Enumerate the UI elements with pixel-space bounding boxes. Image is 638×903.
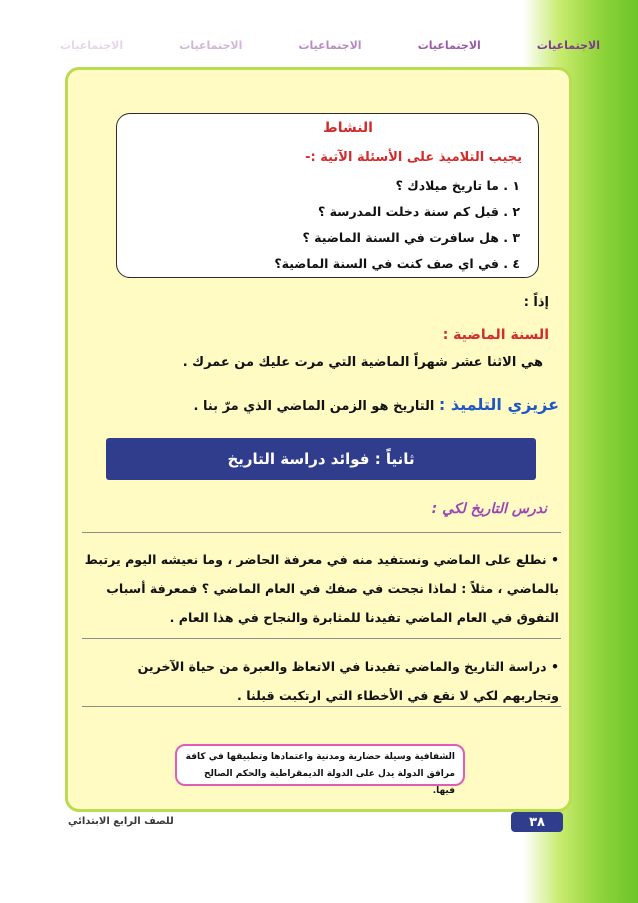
header-subject-label: الاجتماعيات	[536, 38, 600, 52]
term-definition: هي الاثنا عشر شهراً الماضية التي مرت عليك من عمرك .	[182, 355, 543, 370]
paragraph-past-benefit: • نطلع على الماضي ونستفيد منه في معرفة الحاضر ، وما نعيشه اليوم يرتبط بالماضي ، مثلاً : لماذا نجحت في صفك في العام الماضي ؟ فمعرفة أسباب التفوق في العام الماضي تفيدنا للمثابرة والنجاح في هذا العام .	[84, 552, 559, 625]
transparency-note: الشفافية وسيلة حضارية ومدنية واعتمادها وتطبيقها في كافة مرافق الدولة يدل على الدولة الديمقراطية والحكم الصالح فيها.	[175, 744, 465, 786]
student-text: التاريخ هو الزمن الماضي الذي مرّ بنا .	[193, 399, 435, 414]
study-purpose-label: ندرس التاريخ لكي :	[431, 501, 547, 517]
activity-question: ٢ . قبل كم سنة دخلت المدرسة ؟	[317, 204, 520, 219]
activity-title: النشاط	[323, 120, 373, 136]
activity-intro: يجيب التلاميذ على الأسئلة الآتية :-	[305, 150, 522, 165]
activity-question: ٤ . في اي صف كنت في السنة الماضية؟	[274, 256, 520, 271]
section-banner	[106, 438, 536, 480]
header-subject-label: الاجتماعيات	[179, 38, 243, 52]
student-note	[194, 395, 559, 414]
content-panel	[65, 67, 572, 812]
header-subject-label: الاجتماعيات	[60, 38, 124, 52]
divider	[82, 638, 561, 639]
header-subject-label: الاجتماعيات	[298, 38, 362, 52]
footer-grade-label: للصف الرابع الابتدائي	[68, 816, 174, 827]
term-last-year: السنة الماضية :	[442, 327, 549, 343]
header-repeated-subject	[60, 34, 600, 56]
divider	[82, 532, 561, 533]
header-subject-label: الاجتماعيات	[417, 38, 481, 52]
student-label: عزيزي التلميذ :	[438, 395, 559, 414]
divider	[82, 706, 561, 707]
activity-box	[116, 113, 539, 278]
activity-question: ٣ . هل سافرت في السنة الماضية ؟	[302, 230, 520, 245]
conclusion-lead: إذاً :	[523, 295, 549, 310]
section-title: ثانياً : فوائد دراسة التاريخ	[227, 450, 415, 468]
page-number: ٣٨	[511, 812, 563, 832]
paragraph-lessons: • دراسة التاريخ والماضي تفيدنا في الاتعاظ والعبرة من حياة الآخرين وتجاربهم لكي لا نقع في الأخطاء التي ارتكبت قبلنا .	[137, 659, 559, 703]
activity-question: ١ . ما تاريخ ميلادك ؟	[395, 178, 520, 193]
